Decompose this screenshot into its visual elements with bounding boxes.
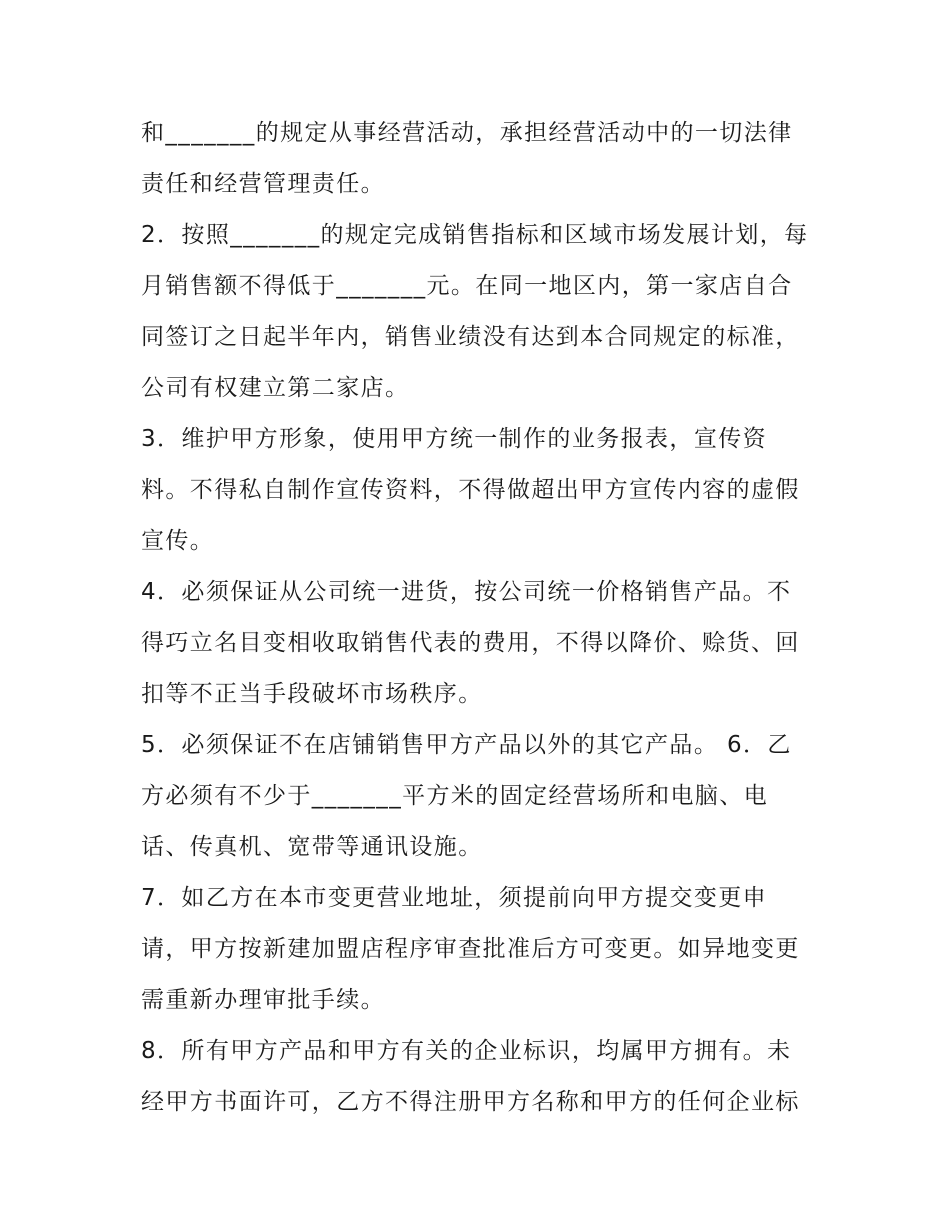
- text-line: 7．如乙方在本市变更营业地址，须提前向甲方提交变更申: [141, 885, 768, 911]
- text-line: 料。不得私自制作宣传资料，不得做超出甲方宣传内容的虚假: [141, 477, 800, 503]
- text-line: 扣等不正当手段破坏市场秩序。: [141, 681, 483, 707]
- text-line: 责任和经营管理责任。: [141, 171, 385, 197]
- text-line: 需重新办理审批手续。: [141, 987, 385, 1013]
- text-line: 请，甲方按新建加盟店程序审查批准后方可变更。如异地变更: [141, 936, 800, 962]
- text-line: 和_______的规定从事经营活动，承担经营活动中的一切法律: [141, 120, 793, 146]
- text-line: 8．所有甲方产品和甲方有关的企业标识，均属甲方拥有。未: [141, 1038, 792, 1064]
- text-line: 月销售额不得低于_______元。在同一地区内，第一家店自合: [141, 273, 793, 299]
- text-line: 5．必须保证不在店铺销售甲方产品以外的其它产品。 6．乙: [141, 732, 792, 758]
- text-line: 同签订之日起半年内，销售业绩没有达到本合同规定的标准，: [141, 324, 800, 350]
- text-line: 2．按照_______的规定完成销售指标和区域市场发展计划，每: [141, 222, 809, 248]
- document-body: [141, 108, 821, 1128]
- text-line: 公司有权建立第二家店。: [141, 375, 410, 401]
- text-line: 4．必须保证从公司统一进货，按公司统一价格销售产品。不: [141, 579, 792, 605]
- text-line: 3．维护甲方形象，使用甲方统一制作的业务报表，宣传资: [141, 426, 768, 452]
- text-line: 话、传真机、宽带等通讯设施。: [141, 834, 483, 860]
- text-line: 方必须有不少于_______平方米的固定经营场所和电脑、电: [141, 783, 769, 809]
- text-line: 得巧立名目变相收取销售代表的费用，不得以降价、赊货、回: [141, 630, 800, 656]
- text-line: 宣传。: [141, 528, 215, 554]
- text-line: 经甲方书面许可，乙方不得注册甲方名称和甲方的任何企业标: [141, 1089, 800, 1115]
